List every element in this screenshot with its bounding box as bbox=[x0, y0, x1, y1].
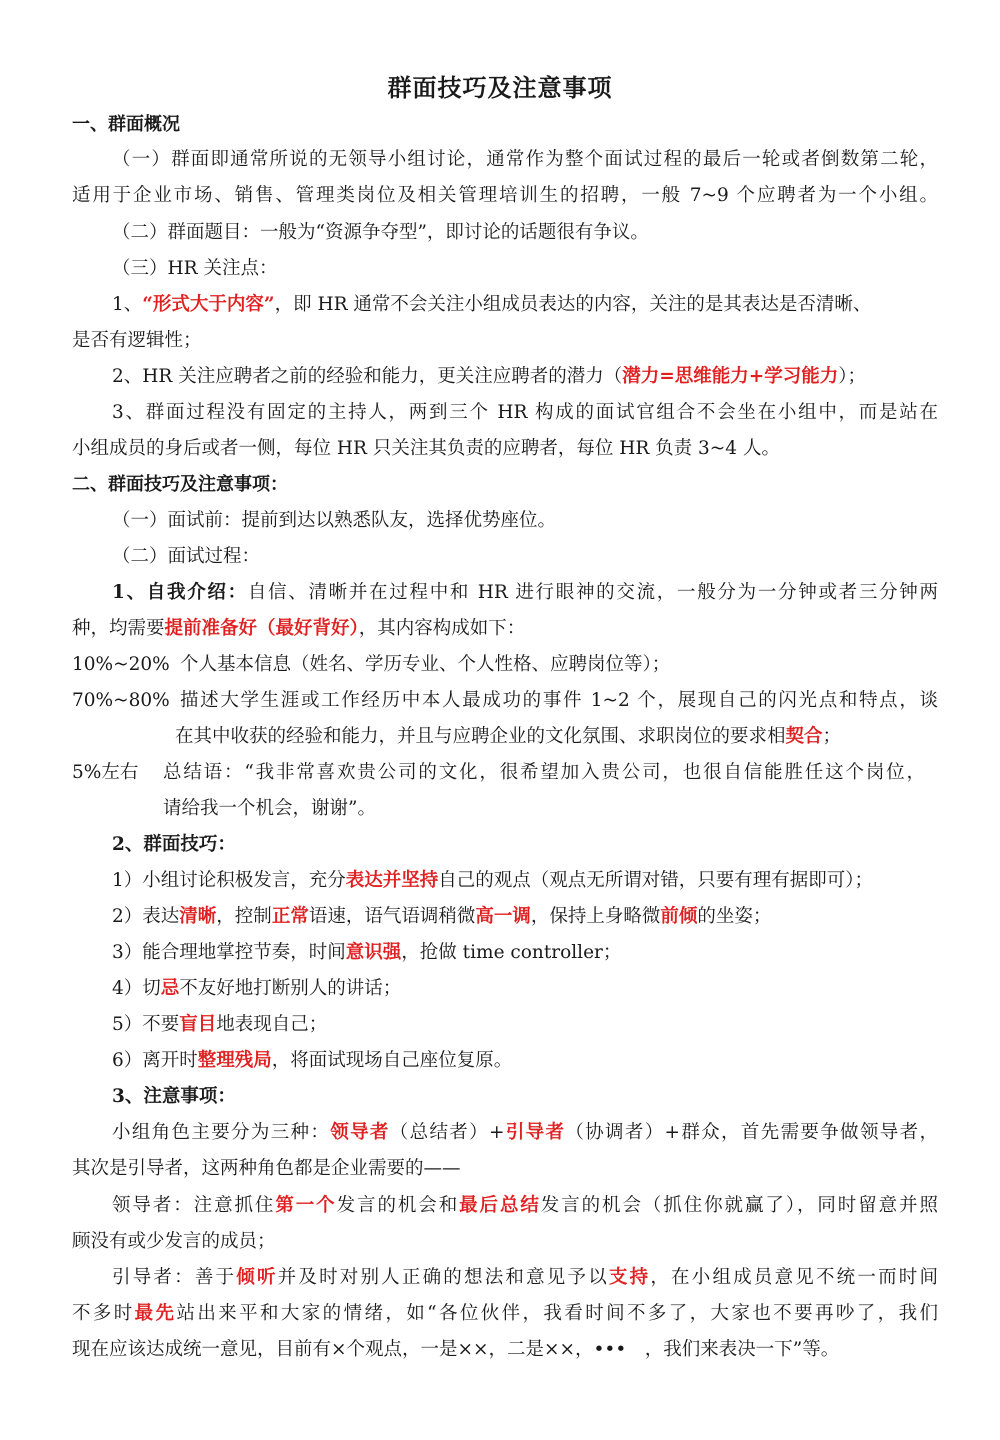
item-text: 发言的机会和 bbox=[336, 1195, 460, 1216]
item-text: 自信、清晰并在过程中和 HR 进行眼神的交流，一般分为一分钟或者三分钟两 bbox=[247, 582, 938, 603]
highlight-text: 高一调 bbox=[475, 906, 531, 927]
item-text: 3）能合理地掌控节奏，时间 bbox=[112, 942, 346, 963]
item-text: 1）小组讨论积极发言，充分 bbox=[112, 870, 346, 891]
item-text: ，其内容构成如下： bbox=[358, 618, 526, 639]
item-text: 领导者：注意抓住 bbox=[112, 1195, 276, 1216]
highlight-text: 契合 bbox=[785, 726, 823, 747]
paragraph: （二）面试过程： bbox=[112, 546, 261, 567]
list-item bbox=[112, 292, 871, 318]
paragraph bbox=[112, 1193, 938, 1219]
highlight-text: 引导者 bbox=[504, 1122, 566, 1143]
paragraph: （三）HR 关注点： bbox=[112, 258, 278, 279]
list-item bbox=[112, 904, 771, 930]
percentage-text: 个人基本信息（姓名、学历专业、个人性格、应聘岗位等）； bbox=[180, 654, 671, 675]
item-text: 自己的观点（观点无所谓对错，只要有理有据即可）； bbox=[438, 870, 874, 891]
item-text: （总结者）+ bbox=[389, 1122, 505, 1143]
paragraph: 适用于企业市场、销售、管理类岗位及相关管理培训生的招聘，一般 7~9 个应聘者为一个小组。 bbox=[72, 185, 938, 206]
list-item bbox=[112, 1012, 327, 1038]
list-item-continuation: 是否有逻辑性； bbox=[72, 330, 202, 351]
item-text: 2）表达 bbox=[112, 906, 180, 927]
highlight-text: 盲目 bbox=[179, 1014, 217, 1035]
item-text: ，保持上身略微 bbox=[530, 906, 661, 927]
item-text: 不友好地打断别人的讲话； bbox=[179, 978, 402, 999]
highlight-text: 前倾 bbox=[660, 906, 698, 927]
highlight-text: 倾听 bbox=[236, 1267, 278, 1288]
highlight-text: 清晰 bbox=[179, 906, 217, 927]
percentage-text: 总结语：“我非常喜欢贵公司的文化，很希望加入贵公司，也很自信能胜任这个岗位， bbox=[163, 762, 925, 783]
item-text: 并及时对别人正确的想法和意见予以 bbox=[277, 1267, 609, 1288]
item-text: 的坐姿； bbox=[697, 906, 772, 927]
subheading: 1、自我介绍： bbox=[112, 582, 248, 603]
paragraph: （二）群面题目：一般为“资源争夺型”，即讨论的话题很有争议。 bbox=[112, 222, 649, 243]
item-text: 不多时 bbox=[72, 1303, 135, 1324]
list-item-continuation: 小组成员的身后或者一侧，每位 HR 只关注其负责的应聘者，每位 HR 负责 3~4 人。 bbox=[72, 438, 780, 459]
list-item-continuation bbox=[72, 616, 525, 642]
paragraph: （一）群面即通常所说的无领导小组讨论，通常作为整个面试过程的最后一轮或者倒数第二轮， bbox=[112, 149, 938, 170]
section-heading-overview: 一、群面概况 bbox=[72, 114, 180, 135]
percentage-label: 10%~20% bbox=[72, 654, 170, 675]
highlight-text: 最先 bbox=[134, 1303, 177, 1324]
section-heading-tips: 二、群面技巧及注意事项： bbox=[72, 474, 288, 495]
item-text: ，将面试现场自己座位复原。 bbox=[271, 1050, 513, 1071]
item-text: 6）离开时 bbox=[112, 1050, 198, 1071]
item-text: 5）不要 bbox=[112, 1014, 180, 1035]
item-text: ，抢做 time controller； bbox=[401, 942, 622, 963]
percentage-label: 5%左右 bbox=[72, 762, 139, 783]
subheading: 3、注意事项： bbox=[112, 1086, 236, 1107]
item-text: ，控制 bbox=[216, 906, 272, 927]
highlight-text: 整理残局 bbox=[197, 1050, 272, 1071]
paragraph bbox=[112, 1120, 938, 1146]
highlight-text: “形式大于内容” bbox=[142, 294, 275, 315]
paragraph-continuation: 现在应该达成统一意见，目前有×个观点，一是××，二是××，••• ，我们来表决一下”等。 bbox=[72, 1339, 840, 1360]
item-number: 1、 bbox=[112, 294, 143, 315]
item-text: 种，均需要 bbox=[72, 618, 165, 639]
highlight-text: 忌 bbox=[160, 978, 180, 999]
percentage-text: 请给我一个机会，谢谢”。 bbox=[163, 798, 376, 819]
percentage-text: 描述大学生涯或工作经历中本人最成功的事件 1~2 个，展现自己的闪光点和特点，谈 bbox=[180, 690, 938, 711]
highlight-text: 领导者 bbox=[330, 1122, 390, 1143]
item-text: 站出来平和大家的情绪，如“各位伙伴，我看时间不多了，大家也不要再吵了，我们 bbox=[176, 1303, 938, 1324]
highlight-text: 潜力=思维能力+学习能力 bbox=[622, 366, 839, 387]
list-item bbox=[112, 1048, 512, 1074]
item-text: 4）切 bbox=[112, 978, 161, 999]
list-item bbox=[112, 868, 873, 894]
highlight-text: 第一个 bbox=[275, 1195, 337, 1216]
list-item bbox=[112, 580, 938, 606]
item-text: 小组角色主要分为三种： bbox=[112, 1122, 331, 1143]
item-text: （协调者）+群众，首先需要争做领导者， bbox=[565, 1122, 938, 1143]
item-text: 地表现自己； bbox=[216, 1014, 328, 1035]
list-item bbox=[112, 940, 621, 966]
percentage-label: 70%~80% bbox=[72, 690, 170, 711]
item-text: 在其中收获的经验和能力，并且与应聘企业的文化氛围、求职岗位的要求相 bbox=[175, 726, 786, 747]
highlight-text: 意识强 bbox=[345, 942, 402, 963]
item-text: 2、HR 关注应聘者之前的经验和能力，更关注应聘者的潜力（ bbox=[112, 366, 623, 387]
highlight-text: 表达并坚持 bbox=[345, 870, 439, 891]
item-text: 引导者：善于 bbox=[112, 1267, 237, 1288]
item-text: ，即 HR 通常不会关注小组成员表达的内容，关注的是其表达是否清晰、 bbox=[274, 294, 872, 315]
list-item bbox=[112, 364, 866, 390]
highlight-text: 正常 bbox=[271, 906, 309, 927]
highlight-text: 支持 bbox=[608, 1267, 651, 1288]
page-title: 群面技巧及注意事项 bbox=[387, 74, 613, 102]
item-text: 语速，语气语调稍微 bbox=[308, 906, 476, 927]
paragraph bbox=[112, 1265, 938, 1291]
item-text: ； bbox=[822, 726, 842, 747]
percentage-text bbox=[175, 724, 841, 750]
paragraph-continuation: 顾没有或少发言的成员； bbox=[72, 1231, 276, 1252]
subheading: 2、群面技巧： bbox=[112, 834, 236, 855]
highlight-text: 最后总结 bbox=[459, 1195, 541, 1216]
paragraph: （一）面试前：提前到达以熟悉队友，选择优势座位。 bbox=[112, 510, 557, 531]
item-text: 发言的机会（抓住你就赢了），同时留意并照 bbox=[540, 1195, 938, 1216]
list-item bbox=[112, 976, 401, 1002]
highlight-text: 提前准备好（最好背好） bbox=[164, 618, 359, 639]
list-item: 3、群面过程没有固定的主持人，两到三个 HR 构成的面试官组合不会坐在小组中，而是站在 bbox=[112, 402, 938, 423]
paragraph-continuation: 其次是引导者，这两种角色都是企业需要的—— bbox=[72, 1158, 461, 1179]
paragraph-continuation bbox=[72, 1301, 938, 1327]
item-text: ）； bbox=[838, 366, 866, 387]
item-text: ，在小组成员意见不统一而时间 bbox=[650, 1267, 938, 1288]
